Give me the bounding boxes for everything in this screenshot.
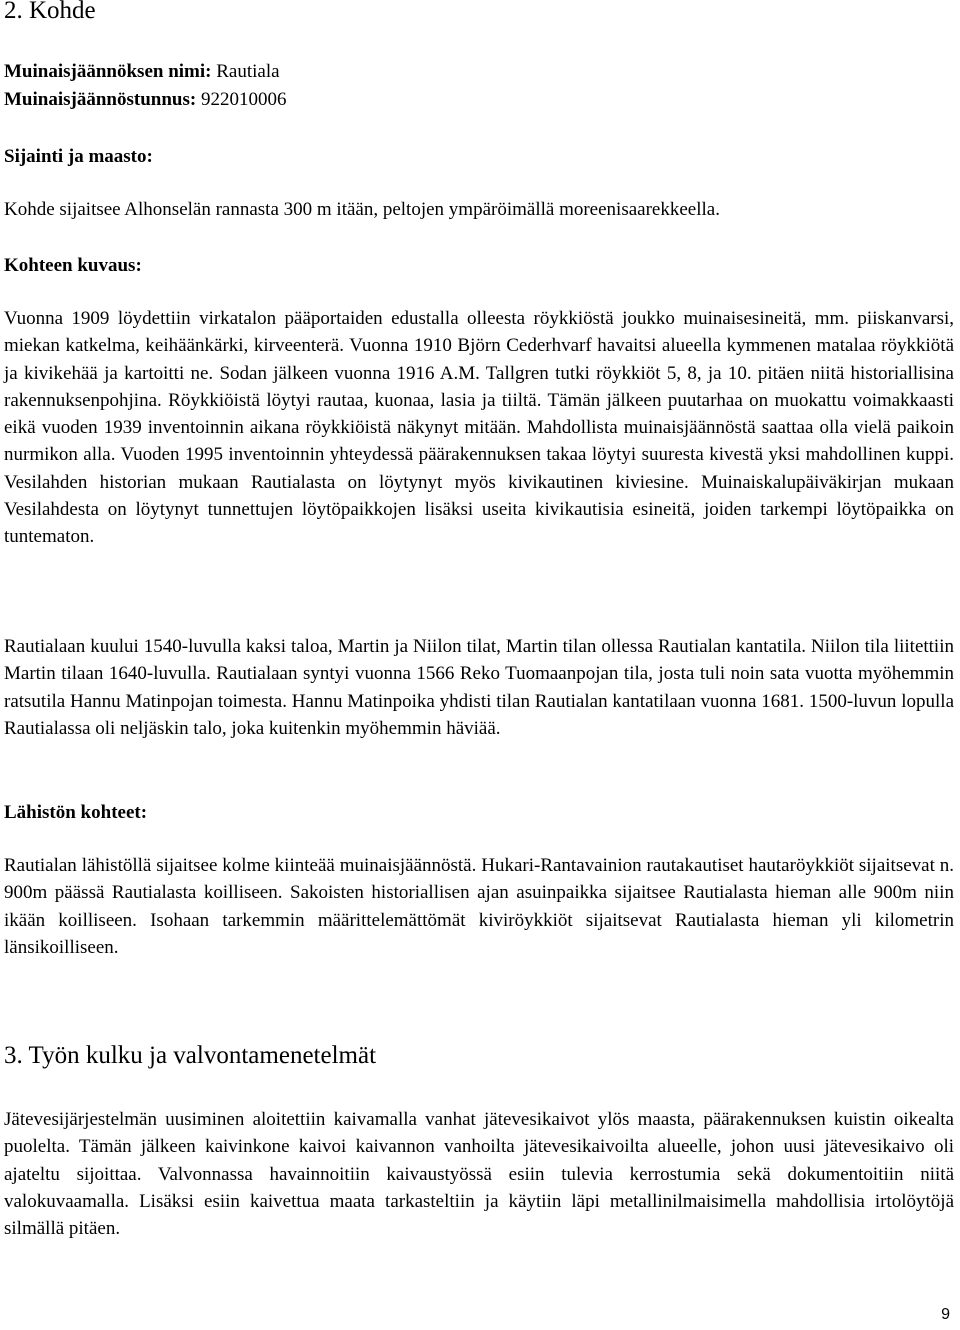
description-paragraph-2: Rautialaan kuului 1540-luvulla kaksi taloa, Martin ja Niilon tilat, Martin tilan ollessa Rautialan kantatila. Niilon tila liitettiin Martin tilaan 1640-luvulla. Rautialaan syntyi vuonna 1566 Reko Tuomaanpojan tila, josta tuli noin sata vuotta myöhemmin ratsutila Hannu Matinpojan toimesta. Hannu Matinpoika yhdisti tilan Rautialan kantatilaan vuonna 1681. 1500-luvun lopulla Rautialassa oli neljäskin talo, joka kuitenkin myöhemmin häviää.	[4, 636, 954, 739]
description-heading: Kohteen kuvaus:	[4, 255, 142, 276]
site-id-line	[4, 86, 954, 113]
section-heading-work: 3. Työn kulku ja valvontamenetelmät	[4, 1042, 377, 1069]
location-heading: Sijainti ja maasto:	[4, 146, 153, 167]
location-text: Kohde sijaitsee Alhonselän rannasta 300 m itään, peltojen ympäröimällä moreenisaarekkeella.	[4, 199, 720, 220]
site-name-line	[4, 58, 954, 85]
site-id-value: 922010006	[200, 89, 287, 110]
site-id-label: Muinaisjäännöstunnus:	[4, 89, 197, 110]
nearby-text: Rautialan lähistöllä sijaitsee kolme kiinteää muinaisjäännöstä. Hukari-Rantavainion rautakautiset hautaröykkiöt sijaitsevat n. 900m päässä Rautialasta koilliseen. Sakoisten historiallisen ajan asuinpaikka sijaitsee Rautialasta hieman alle 900m niin ikään koilliseen. Isohaan tarkemmin määrittelemättömät kiviröykkiöt sijaitsevat Rautialasta hieman yli kilometrin länsikoilliseen.	[4, 855, 954, 958]
site-name-label: Muinaisjäännöksen nimi:	[4, 61, 212, 82]
description-paragraph-1: Vuonna 1909 löydettiin virkatalon pääportaiden edustalla olleesta röykkiöstä joukko muinaisesineitä, mm. piiskanvarsi, miekan katkelma, keihäänkärki, kirveenterä. Vuonna 1910 Björn Cederhvarf havaitsi alueella kymmenen matalaa röykkiötä ja kivikehää ja kartoitti ne. Sodan jälkeen vuonna 1916 A.M. Tallgren tutki röykkiöt 5, 8, ja 10. pitäen niitä historiallisina rakennuksenpohjina. Röykkiöistä löytyi rautaa, kuonaa, lasia ja tiiltä. Tämän jälkeen puutarhaa on muokattu voimakkaasti eikä vuoden 1939 inventoinnin aikana röykkiöistä näkynyt mitään. Mahdollista muinaisjäännöstä saattaa olla vielä paikoin nurmikon alla. Vuoden 1995 inventoinnin yhteydessä päärakennuksen takaa löytyi suuresta kivestä yksi mahdollinen kuppi. Vesilahden historian mukaan Rautialasta on löytynyt myös kivikautinen kiviesine. Muinaiskalupäiväkirjan mukaan Vesilahdesta on löytynyt tunnettujen löytöpaikkojen lisäksi useita kivikautisia esineitä, joiden tarkempi löytöpaikka on tuntematon.	[4, 308, 954, 548]
nearby-heading: Lähistön kohteet:	[4, 802, 148, 823]
section-heading-kohde: 2. Kohde	[4, 0, 96, 24]
page-number: 9	[941, 1306, 950, 1323]
work-text: Jätevesijärjestelmän uusiminen aloitettiin kaivamalla vanhat jätevesikaivot ylös maasta, päärakennuksen kuistin oikealta puolelta. Tämän jälkeen kaivinkone kaivoi kaivannon vanhoilta jätevesikaivoilta alueelle, johon uusi jätevesikaivo oli ajateltu sijoittaa. Valvonnassa havainnoitiin kaivaustyössä esiin tulevia kerrostumia sekä dokumentoitiin niitä valokuvaamalla. Lisäksi esiin kaivettua maata tarkasteltiin ja käytiin läpi metallinilmaisimella mahdollisia irtolöytöjä silmällä pitäen.	[4, 1109, 954, 1240]
site-name-value: Rautiala	[216, 61, 280, 82]
